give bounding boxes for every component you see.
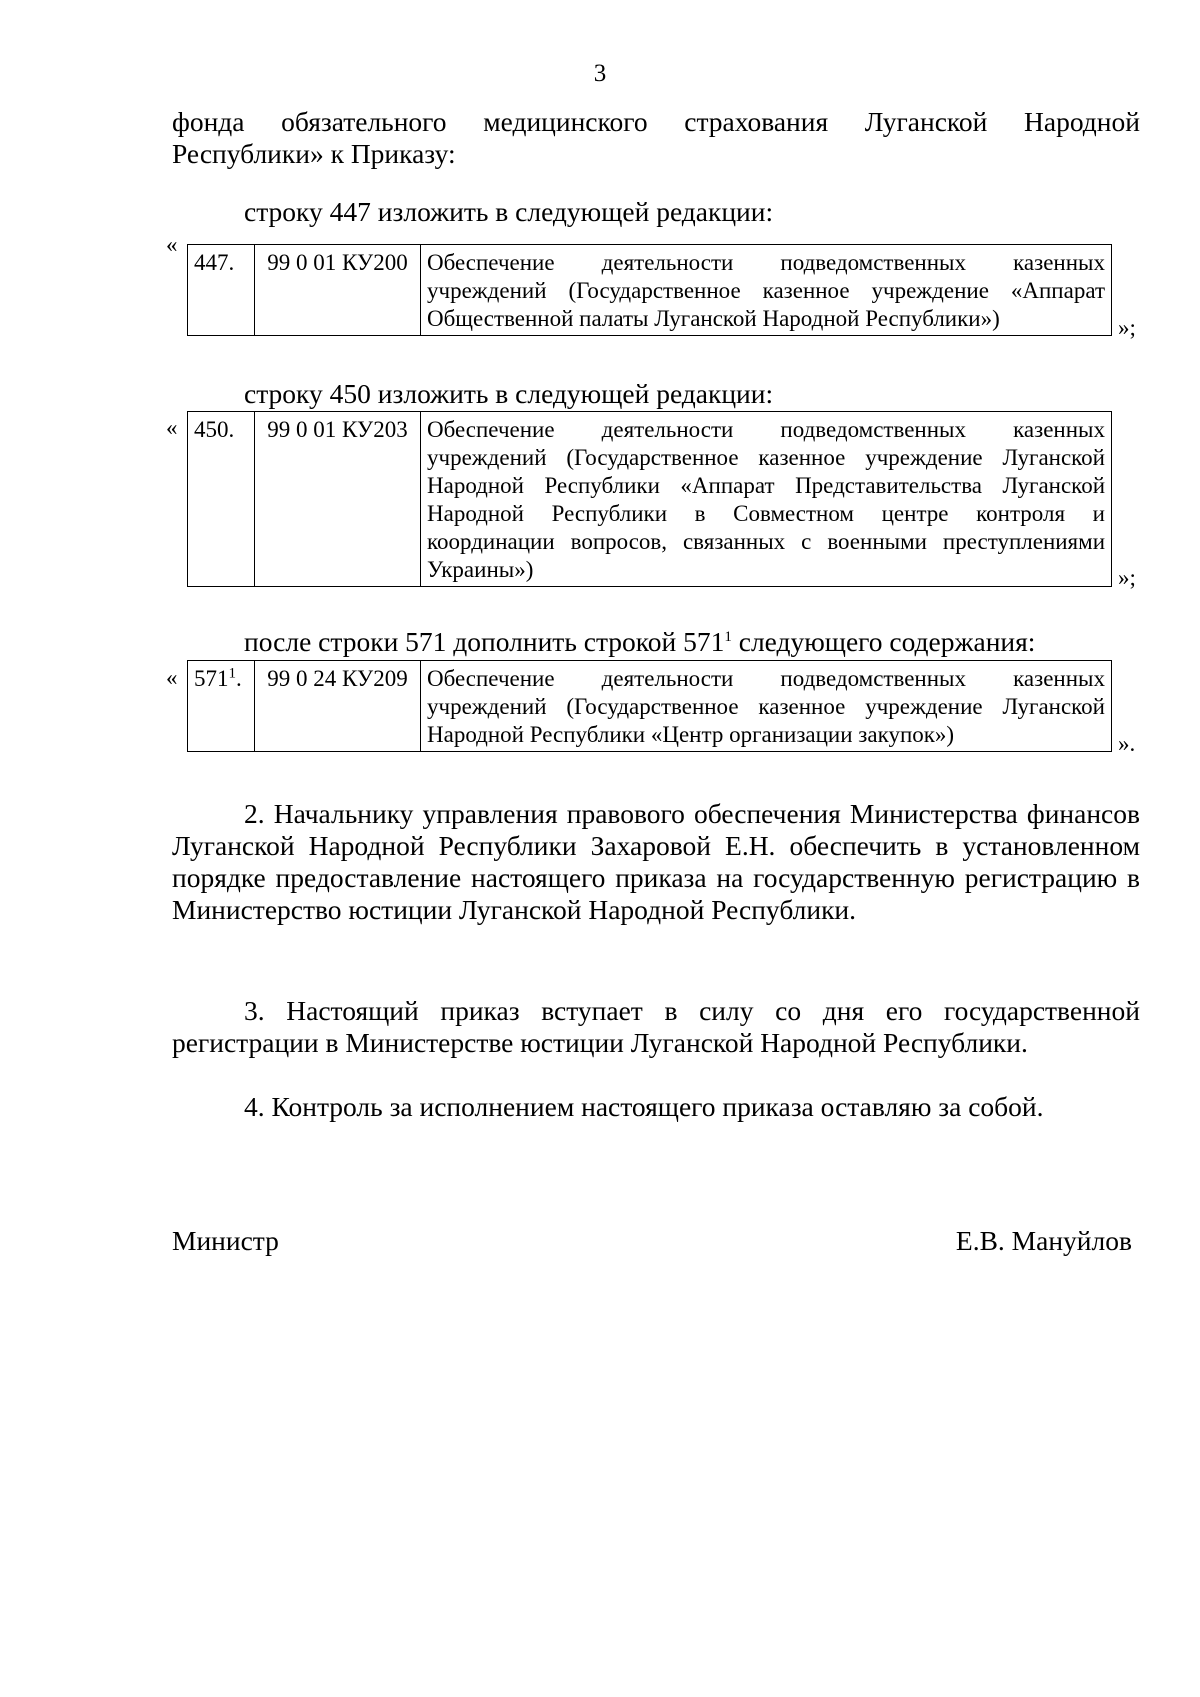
row-description: Обеспечение деятельности подведомственных казенных учреждений (Государственное казенное учреждение Луганской Народной Республики «Центр организации закупок»): [421, 661, 1112, 752]
row-description: Обеспечение деятельности подведомственных казенных учреждений (Государственное казенное учреждение «Аппарат Общественной палаты Луганской Народной Республики»): [421, 245, 1112, 336]
open-quote: «: [166, 415, 178, 440]
classification-code: 99 0 24 КУ209: [255, 661, 421, 752]
row-number: [188, 661, 255, 752]
amendment-table: [187, 244, 1112, 336]
amendment-intro: [244, 626, 1035, 658]
open-quote: «: [166, 232, 178, 257]
intro-paragraph: фонда обязательного медицинского страхования Луганской Народной Республики» к Приказу:: [172, 106, 1140, 169]
amendment-intro: строку 450 изложить в следующей редакции:: [244, 378, 774, 409]
table-row: [188, 661, 1112, 752]
amendment-intro: строку 447 изложить в следующей редакции:: [244, 196, 774, 227]
table-row: [188, 412, 1112, 587]
signature-name: Е.В. Мануйлов: [955, 1225, 1132, 1256]
row-number-suffix: .: [236, 666, 242, 691]
intro-superscript: 1: [724, 628, 732, 645]
row-number-superscript: 1: [228, 665, 236, 682]
close-quote: »;: [1118, 565, 1136, 590]
close-quote: ».: [1118, 731, 1136, 756]
paragraph-4: 4. Контроль за исполнением настоящего приказа оставляю за собой.: [244, 1091, 1044, 1122]
paragraph-2: 2. Начальнику управления правового обеспечения Министерства финансов Луганской Народной Республики Захаровой Е.Н. обеспечить в установленном порядке предоставление настоящего приказа на государственную регистрацию в Министерство юстиции Луганской Народной Республики.: [172, 798, 1140, 925]
row-description: Обеспечение деятельности подведомственных казенных учреждений (Государственное казенное учреждение Луганской Народной Республики «Аппарат Представительства Луганской Народной Республики в Совместном центре контроля и координации вопросов, связанных с военными преступлениями Украины»): [421, 412, 1112, 587]
open-quote: «: [166, 665, 178, 690]
classification-code: 99 0 01 КУ200: [255, 245, 421, 336]
table-row: [188, 245, 1112, 336]
close-quote: »;: [1118, 315, 1136, 340]
row-number: 450.: [188, 412, 255, 587]
row-number-base: 571: [194, 666, 229, 691]
page-number: 3: [593, 60, 607, 87]
intro-prefix: после строки 571 дополнить строкой 571: [244, 626, 725, 657]
amendment-table: [187, 660, 1112, 752]
intro-suffix: следующего содержания:: [731, 626, 1036, 657]
row-number: 447.: [188, 245, 255, 336]
classification-code: 99 0 01 КУ203: [255, 412, 421, 587]
signature-title: Министр: [172, 1225, 279, 1256]
amendment-table: [187, 411, 1112, 587]
paragraph-3: 3. Настоящий приказ вступает в силу со дня его государственной регистрации в Министерстве юстиции Луганской Народной Республики.: [172, 995, 1140, 1058]
